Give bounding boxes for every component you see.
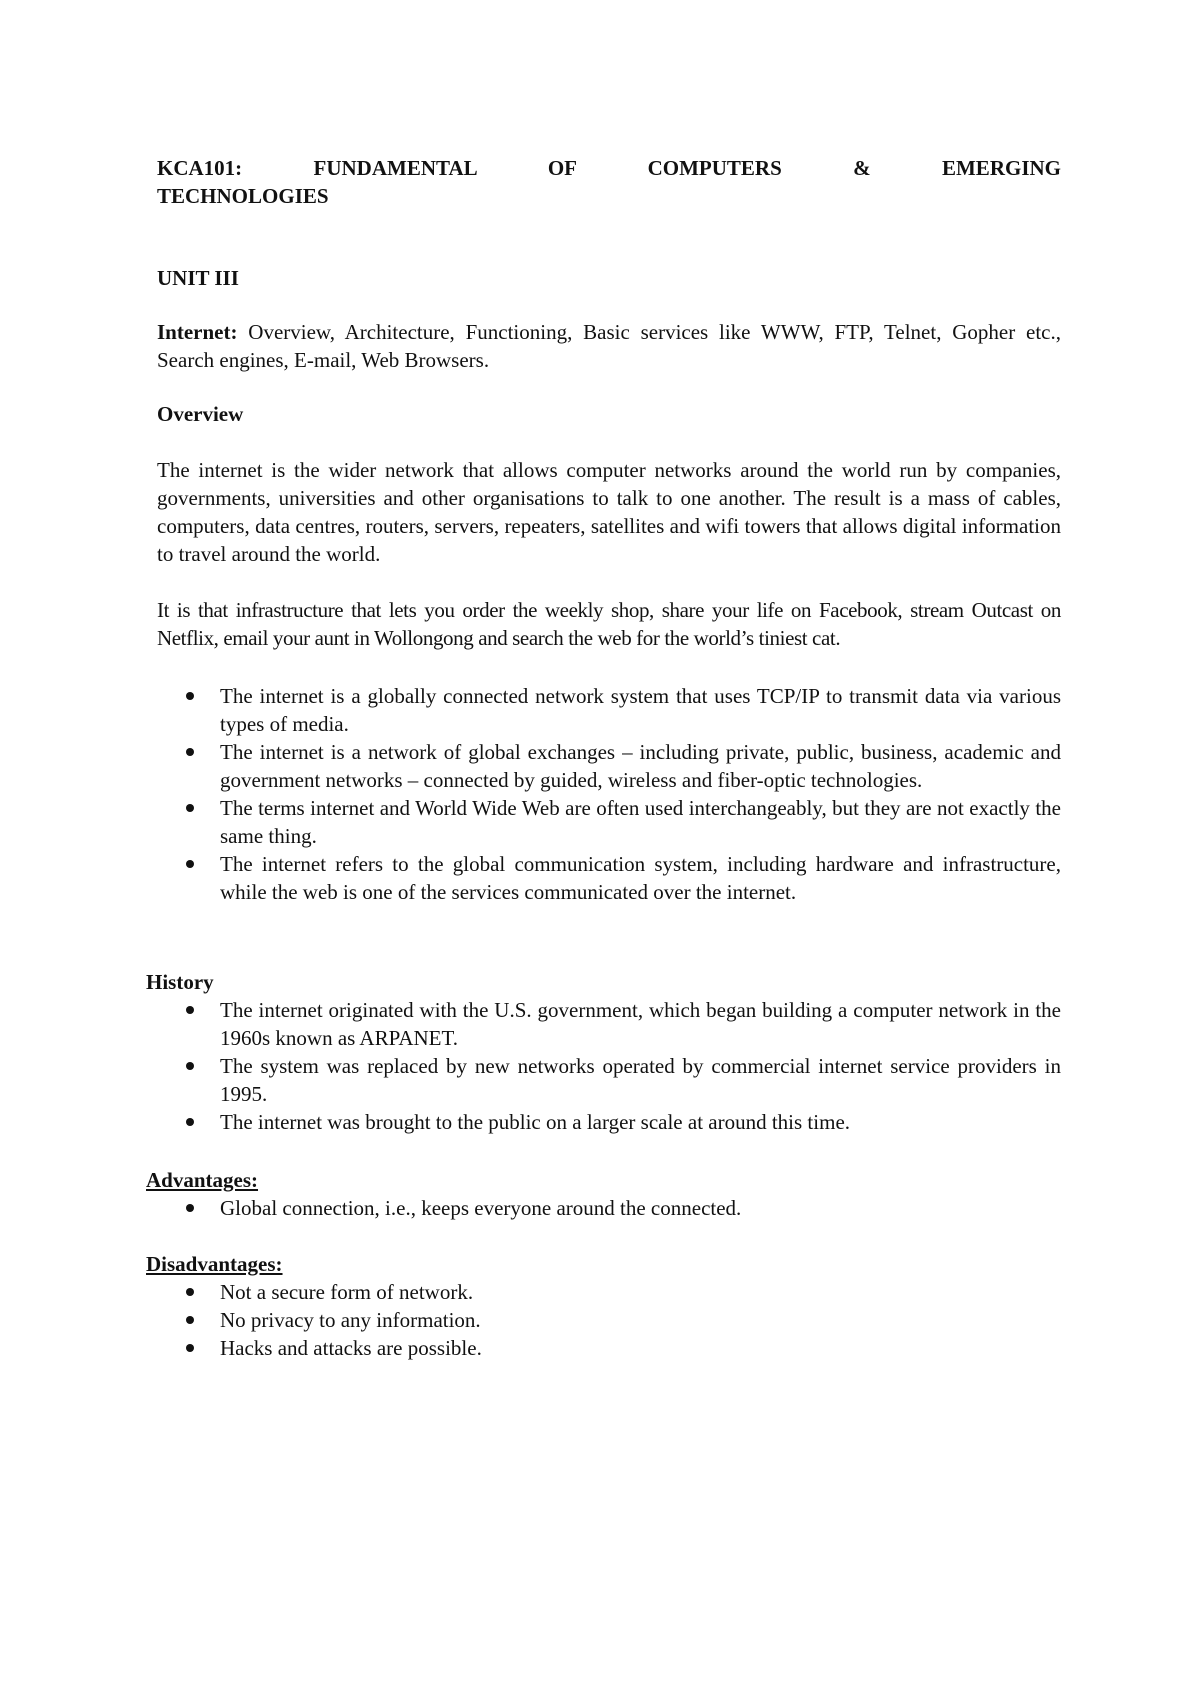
bullet-icon [186, 804, 194, 812]
intro-paragraph [157, 318, 1061, 374]
list-item-text: The internet originated with the U.S. government, which began building a computer network in the 1960s known as ARPANET. [220, 998, 1061, 1050]
overview-paragraph-2: It is that infrastructure that lets you order the weekly shop, share your life on Facebook, stream Outcast on Netflix, email your aunt in Wollongong and search the web for the world’s tiniest cat. [157, 598, 1061, 650]
bullet-icon [186, 1316, 194, 1324]
list-item [186, 1194, 1061, 1222]
list-item [186, 738, 1061, 794]
unit-heading: UNIT III [157, 266, 239, 290]
advantages-heading: Advantages: [146, 1168, 259, 1192]
list-item-text: The internet was brought to the public on a larger scale at around this time. [220, 1110, 851, 1134]
list-item [186, 1052, 1061, 1108]
list-item-text: The internet refers to the global communication system, including hardware and infrastructure, while the web is one of the services communicated over the internet. [220, 852, 1061, 904]
list-item-text: Hacks and attacks are possible. [220, 1336, 482, 1360]
bullet-icon [186, 692, 194, 700]
bullet-icon [186, 860, 194, 868]
intro-label: Internet: [157, 320, 238, 344]
list-item [186, 682, 1061, 738]
history-bullet-list [186, 996, 1061, 1136]
list-item [186, 794, 1061, 850]
bullet-icon [186, 748, 194, 756]
bullet-icon [186, 1288, 194, 1296]
bullet-icon [186, 1006, 194, 1014]
intro-text: Overview, Architecture, Functioning, Basic services like WWW, FTP, Telnet, Gopher etc., Search engines, E-mail, Web Browsers. [157, 320, 1061, 372]
list-item [186, 996, 1061, 1052]
overview-paragraph-1: The internet is the wider network that allows computer networks around the world run by companies, governments, universities and other organisations to talk to one another. The result is a mass of cables, computers, data centres, routers, servers, repeaters, satellites and wifi towers that allows digital information to travel around the world. [157, 458, 1061, 566]
document-title: KCA101: FUNDAMENTAL OF COMPUTERS & EMERGING [157, 156, 1061, 180]
bullet-icon [186, 1062, 194, 1070]
list-item [186, 1306, 1061, 1334]
list-item [186, 1278, 1061, 1306]
history-heading: History [146, 970, 214, 994]
document-title-continued: TECHNOLOGIES [157, 184, 329, 208]
bullet-icon [186, 1118, 194, 1126]
overview-heading: Overview [157, 402, 244, 426]
bullet-icon [186, 1344, 194, 1352]
list-item-text: The system was replaced by new networks operated by commercial internet service providers in 1995. [220, 1054, 1061, 1106]
list-item [186, 1334, 1061, 1362]
list-item-text: Global connection, i.e., keeps everyone around the connected. [220, 1196, 742, 1220]
overview-bullet-list [186, 682, 1061, 906]
list-item-text: No privacy to any information. [220, 1308, 481, 1332]
bullet-icon [186, 1204, 194, 1212]
list-item [186, 850, 1061, 906]
list-item-text: Not a secure form of network. [220, 1280, 474, 1304]
list-item-text: The internet is a network of global exchanges – including private, public, business, academic and government networks – connected by guided, wireless and fiber-optic technologies. [220, 740, 1061, 792]
advantages-bullet-list [186, 1194, 1061, 1222]
disadvantages-bullet-list [186, 1278, 1061, 1362]
disadvantages-heading: Disadvantages: [146, 1252, 283, 1276]
list-item [186, 1108, 1061, 1136]
list-item-text: The terms internet and World Wide Web are often used interchangeably, but they are not exactly the same thing. [220, 796, 1061, 848]
list-item-text: The internet is a globally connected network system that uses TCP/IP to transmit data via various types of media. [220, 684, 1061, 736]
